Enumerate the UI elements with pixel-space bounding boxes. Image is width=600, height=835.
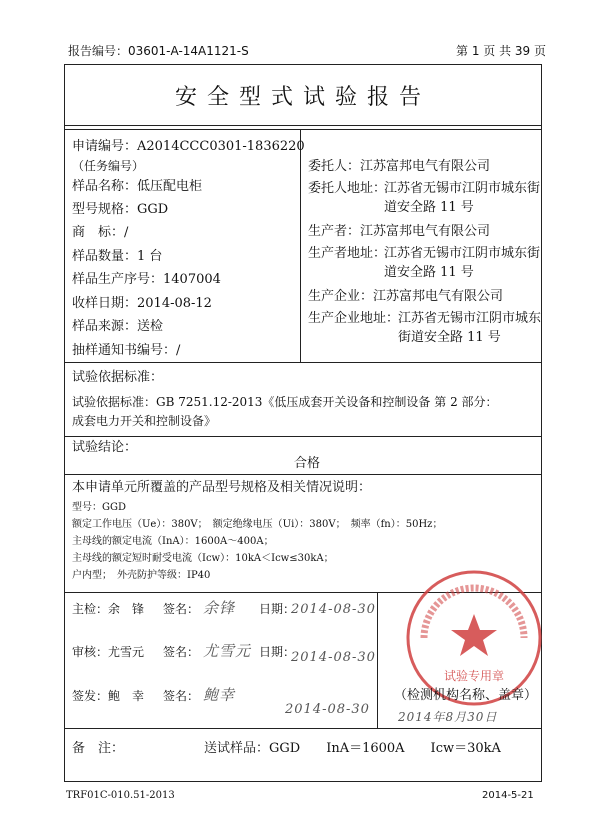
factory: 生产企业：江苏富邦电气有限公司: [308, 289, 504, 304]
application-number: 申请编号：A2014CCC0301-1836220: [72, 139, 305, 154]
seal-text: 试验专用章: [443, 669, 505, 683]
coverage-short-time: 主母线的额定短时耐受电流（Icw）：10kA＜Icw≤30kA；: [72, 553, 334, 564]
inspector-date: 2014-08-30: [291, 602, 376, 617]
reviewer-date-label: 日期：: [259, 645, 296, 659]
client-address-label: 委托人地址：: [308, 181, 387, 196]
standard-line2: 成套电力开关和控制设备》: [72, 414, 217, 428]
task-number: （任务编号）: [72, 159, 145, 173]
divider: [64, 474, 542, 475]
trademark: 商 标：/: [72, 225, 129, 240]
inspector: 主检：余 锋: [72, 602, 145, 616]
coverage-enclosure: 户内型； 外壳防护等级：IP40: [72, 570, 211, 581]
sample-source: 样品来源：送检: [72, 319, 164, 334]
producer-address-line2: 道安全路 11 号: [384, 265, 474, 280]
issuer-date: 2014-08-30: [285, 702, 370, 717]
sample-serial: 样品生产序号：1407004: [72, 272, 221, 287]
agency-date: 2014年8月30日: [398, 710, 498, 724]
form-date: 2014-5-21: [482, 790, 534, 801]
model-spec: 型号规格：GGD: [72, 202, 169, 217]
issuer-sign-label: 签名：: [163, 689, 200, 703]
standard-line1: 试验依据标准：GB 7251.12-2013《低压成套开关设备和控制设备 第 2 部分：: [72, 395, 498, 409]
client-address-line2: 道安全路 11 号: [384, 200, 474, 215]
agency-note: （检测机构名称、盖章）: [394, 688, 538, 703]
reviewer-date: 2014-08-30: [291, 650, 376, 665]
coverage-heading: 本申请单元所覆盖的产品型号规格及相关情况说明：: [72, 480, 372, 495]
conclusion-value: 合格: [294, 456, 321, 471]
reviewer-sign-label: 签名：: [163, 645, 200, 659]
issuer: 签发：鲍 幸: [72, 689, 145, 703]
page-indicator: 第 1 页 共 39 页: [456, 44, 546, 58]
factory-address-label: 生产企业地址：: [308, 311, 400, 326]
reviewer-signature: 尤雪元: [203, 642, 252, 660]
producer-address-label: 生产者地址：: [308, 246, 387, 261]
standard-label: 试验依据标准：: [72, 370, 164, 385]
coverage-model: 型号：GGD: [72, 502, 126, 513]
producer-address-line1: 江苏省无锡市江阴市城东街: [384, 246, 541, 261]
coverage-current: 主母线的额定电流（InA）：1600A～400A；: [72, 536, 274, 547]
client-address-line1: 江苏省无锡市江阴市城东街: [384, 181, 541, 196]
remarks-sample: 送试样品：GGD InA＝1600A Icw＝30kA: [204, 741, 501, 756]
coverage-ratings: 额定工作电压（Ue）：380V； 额定绝缘电压（Ui）：380V； 频率（fn）：50Hz；: [72, 519, 443, 530]
client: 委托人：江苏富邦电气有限公司: [308, 159, 491, 174]
issuer-signature: 鲍幸: [203, 686, 236, 704]
divider: [64, 436, 542, 437]
producer: 生产者：江苏富邦电气有限公司: [308, 224, 491, 239]
divider: [64, 125, 542, 126]
inspector-sign-label: 签名：: [163, 602, 200, 616]
form-number: TRF01C-010.51-2013: [66, 790, 175, 801]
reviewer: 审核：尤雪元: [72, 645, 145, 659]
official-seal: [404, 568, 544, 708]
column-divider: [300, 129, 301, 362]
receive-date: 收样日期：2014-08-12: [72, 296, 212, 311]
remarks-label: 备 注：: [72, 741, 125, 756]
report-number: 报告编号：03601-A-14A1121-S: [68, 44, 249, 58]
report-title: 安全型式试验报告: [174, 85, 431, 110]
column-divider: [377, 592, 378, 728]
divider: [64, 129, 542, 130]
inspector-date-label: 日期：: [259, 602, 296, 616]
sample-name: 样品名称：低压配电柜: [72, 179, 203, 194]
factory-address-line1: 江苏省无锡市江阴市城东: [398, 311, 542, 326]
factory-address-line2: 街道安全路 11 号: [398, 330, 501, 345]
sampling-notice: 抽样通知书编号：/: [72, 343, 181, 358]
inspector-signature: 余锋: [203, 599, 236, 617]
divider: [64, 728, 542, 729]
sample-quantity: 样品数量：1 台: [72, 249, 163, 264]
conclusion-label: 试验结论：: [72, 440, 138, 455]
divider: [64, 362, 542, 363]
